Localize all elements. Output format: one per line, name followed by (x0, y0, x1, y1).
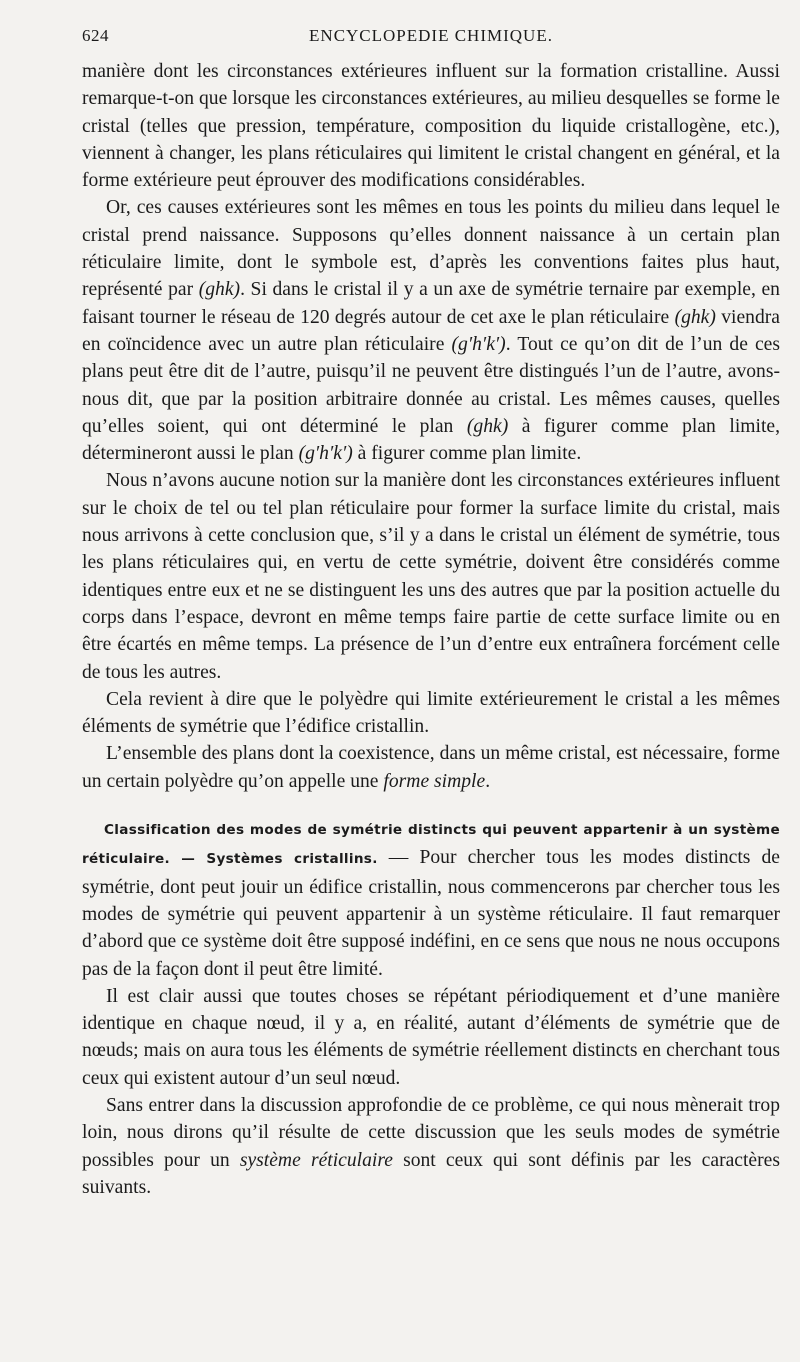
text-run: sont ceux qui sont définis par les caractères suivants. (82, 1149, 780, 1198)
paragraph-2 (82, 194, 780, 467)
text-run: . (485, 770, 491, 792)
body-text (82, 58, 780, 1201)
paragraph-4: Cela revient à dire que le polyèdre qui limite extérieurement le cristal a les mêmes éléments de symétrie que l’édifice cristallin. (82, 688, 780, 738)
symbol-ghk-prime: (g′h′k′) (298, 443, 353, 465)
paragraph-7: Il est clair aussi que toutes choses se répétant périodiquement et d’une manière identique en chaque nœud, il y a, en réalité, autant d’éléments de symétrie que de nœuds; mais on aura tous les éléments de symétrie réellement distincts en cherchant tous ceux qui existent autour d’un seul nœud. (82, 985, 780, 1089)
text-run: à figurer comme plan limite. (352, 443, 582, 465)
text-run: L’ensemble des plans dont la coexistence, dans un même cristal, est nécessaire, forme un certain polyèdre qu’on appelle une (82, 743, 780, 792)
paragraph-8 (82, 1092, 780, 1201)
section-heading: Classification des modes de symétrie distincts qui peuvent appartenir à un système réticulaire. — Systèmes cristallins. (82, 822, 780, 868)
document-page (82, 22, 780, 1201)
term-forme-simple: forme simple (383, 770, 486, 792)
symbol-ghk-prime: (g′h′k′) (451, 333, 506, 355)
paragraph-5 (82, 740, 780, 795)
section-paragraph (82, 815, 780, 983)
text-run: . Si dans le cristal il y a un axe de symétrie ternaire par exemple, en faisant tourner le réseau de 120 degrés autour de cet axe le plan réticulaire (82, 279, 780, 328)
text-run: viendra en coïncidence avec un autre plan réticulaire (82, 306, 780, 355)
text-run: . Tout ce qu’on dit de l’un de ces plans peut être dit de l’autre, puisqu’il ne peuvent être distingués l’un de l’autre, avons-nous dit, que par la position arbitraire donnée au cristal. Les mêmes causes, quelles qu’elles soient, qui ont déterminé le plan (82, 333, 780, 437)
symbol-ghk: (ghk) (674, 306, 716, 328)
text-run: — Pour chercher tous les modes distincts de symétrie, dont peut jouir un édifice cristallin, nous commencerons par chercher tous les modes de symétrie qui peuvent appartenir à un système réticulaire. Il faut remarquer d’abord que ce système doit être supposé indéfini, en ce sens que nous ne nous occupons pas de la façon dont il peut être limité. (82, 847, 780, 980)
text-run: à figurer comme plan limite, détermineront aussi le plan (82, 415, 780, 465)
text-run: Or, ces causes extérieures sont les mêmes en tous les points du milieu dans lequel le cristal prend naissance. Supposons qu’elles donnent naissance à un certain plan réticulaire limite, dont le symbole est, d’après les conventions faites plus haut, représenté par (82, 197, 780, 301)
page-number: 624 (82, 26, 109, 45)
symbol-ghk: (ghk) (466, 415, 509, 437)
text-run: Sans entrer dans la discussion approfondie de ce problème, ce qui nous mènerait trop loin, nous dirons qu’il résulte de cette discussion que les seuls modes de symétrie possibles pour un (82, 1094, 780, 1171)
running-header (82, 22, 780, 48)
term-systeme-reticulaire: système réticulaire (239, 1149, 393, 1171)
symbol-ghk: (ghk) (198, 279, 241, 301)
paragraph-3: Nous n’avons aucune notion sur la manière dont les circonstances extérieures influent sur le choix de tel ou tel plan réticulaire pour former la surface limite du cristal, mais nous arrivons à cette conclusion que, s’il y a dans le cristal un élément de symétrie, tous les plans réticulaires qui, en vertu de cette symétrie, doivent être considérés comme identiques entre eux et ne se distinguent les uns des autres que par la position actuelle du corps dans l’espace, devront en même temps faire partie de cette surface limite ou en être écartés en même temps. La présence de l’un d’entre eux entraînera forcément celle de tous les autres. (82, 470, 780, 683)
paragraph-1: manière dont les circonstances extérieures influent sur la formation cristalline. Aussi remarque-t-on que lorsque les circonstances extérieures, au milieu desquelles se forme le cristal (telles que pression, température, composition du liquide cristallogène, etc.), viennent à changer, les plans réticulaires qui limitent le cristal changent en général, et la forme extérieure peut éprouver des modifications considérables. (82, 61, 780, 192)
running-title: ENCYCLOPEDIE CHIMIQUE. (309, 26, 553, 45)
